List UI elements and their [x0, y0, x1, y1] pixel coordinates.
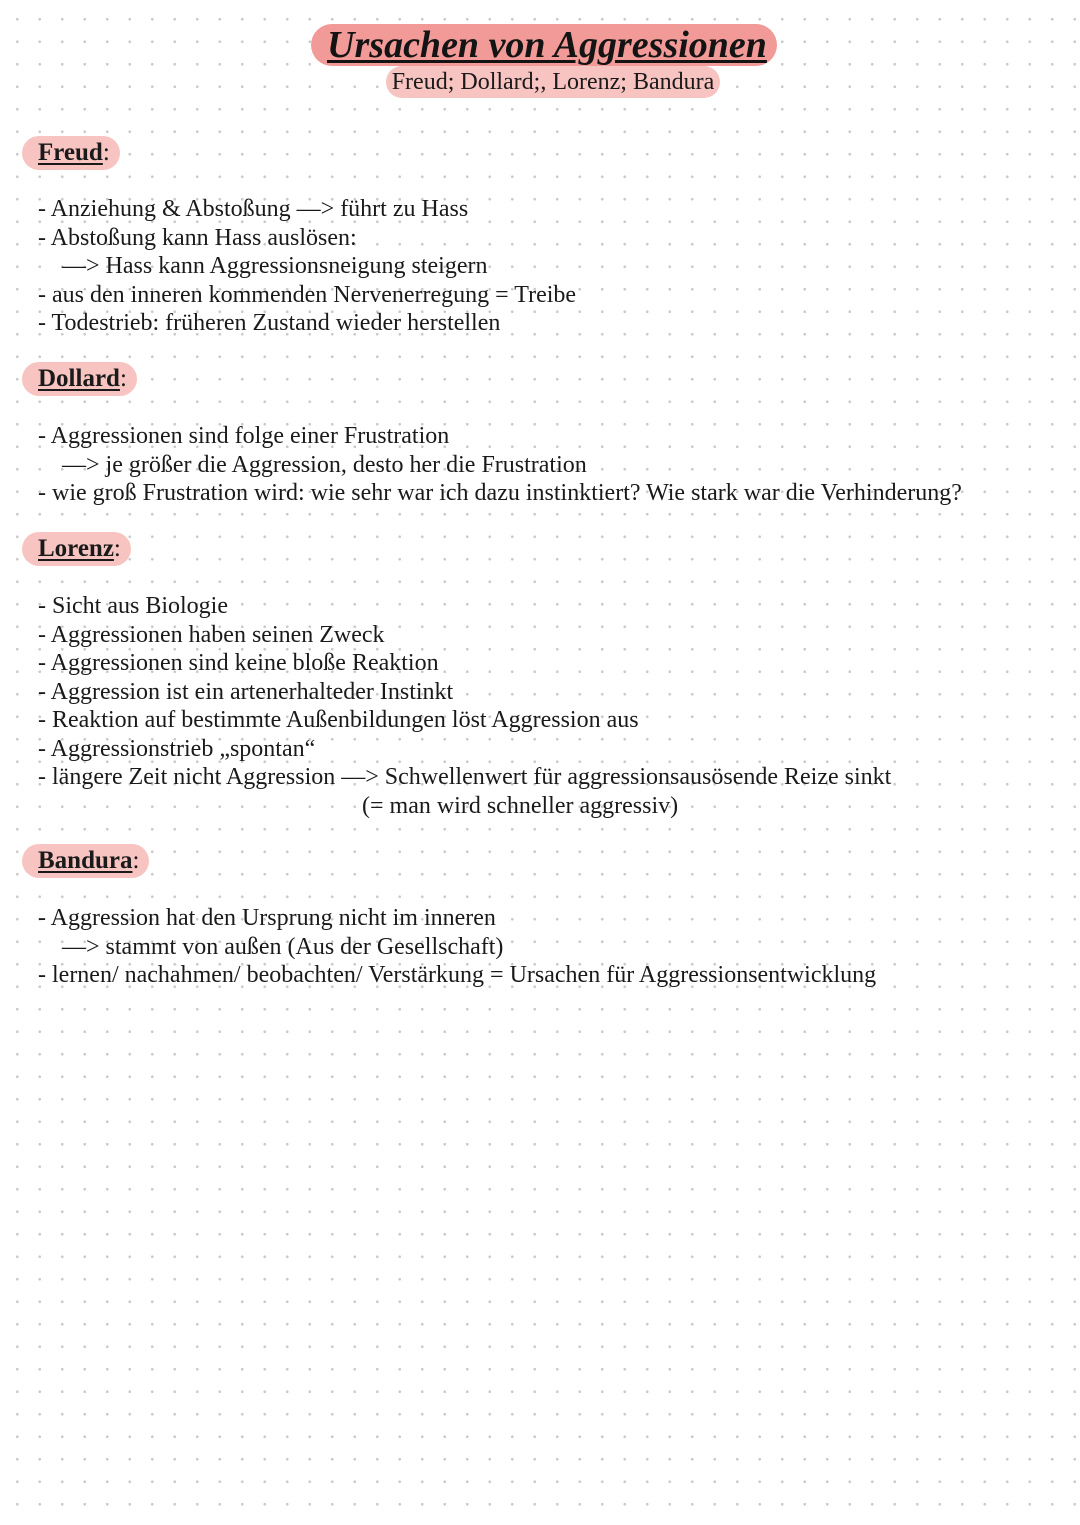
list-item: - Todestrieb: früheren Zustand wieder herstellen: [38, 310, 501, 336]
list-item: —> je größer die Aggression, desto her die Frustration: [38, 451, 587, 478]
section-heading-label: Bandura: [38, 847, 133, 874]
section-heading-label: Freud: [38, 139, 103, 166]
section-heading-label: Lorenz: [38, 535, 114, 562]
list-item: - Aggressionstrieb „spontan“: [38, 735, 316, 762]
section-body-dollard: [38, 422, 962, 508]
section-heading-lorenz: [22, 532, 131, 566]
heading-colon: :: [102, 139, 110, 166]
page-subtitle: Freud; Dollard;, Lorenz; Bandura: [386, 66, 721, 98]
section-body-lorenz: [38, 592, 891, 820]
section-heading-bandura: [22, 844, 149, 878]
list-item: - Aggressionen sind folge einer Frustration: [38, 423, 450, 449]
section-body-bandura: [38, 904, 876, 990]
list-item: - längere Zeit nicht Aggression —> Schwellenwert für aggressionsausösende Reize sinkt: [38, 764, 892, 790]
list-item: - Abstoßung kann Hass auslösen:: [38, 224, 357, 251]
section-body-freud: [38, 195, 576, 338]
list-item: - Sicht aus Biologie: [38, 593, 228, 619]
list-item: - Aggression hat den Ursprung nicht im inneren: [38, 905, 496, 931]
list-item: (= man wird schneller aggressiv): [38, 792, 679, 819]
list-item: - Anziehung & Abstoßung —> führt zu Hass: [38, 196, 469, 222]
section-heading-freud: [22, 136, 120, 170]
page-title: Ursachen von Aggressionen: [311, 24, 777, 66]
section-heading-dollard: [22, 362, 137, 396]
list-item: —> stammt von außen (Aus der Gesellschaft): [38, 933, 504, 960]
section-heading-label: Dollard: [38, 365, 120, 392]
list-item: - aus den inneren kommenden Nervenerregung = Treibe: [38, 281, 577, 308]
list-item: - wie groß Frustration wird: wie sehr war ich dazu instinktiert? Wie stark war die Verhinderung?: [38, 480, 962, 506]
list-item: - lernen/ nachahmen/ beobachten/ Verstärkung = Ursachen für Aggressionsentwicklung: [38, 962, 877, 988]
list-item: - Aggressionen sind keine bloße Reaktion: [38, 650, 439, 676]
heading-colon: :: [113, 535, 121, 562]
list-item: —> Hass kann Aggressionsneigung steigern: [38, 253, 488, 279]
list-item: - Reaktion auf bestimmte Außenbildungen löst Aggression aus: [38, 707, 639, 733]
list-item: - Aggressionen haben seinen Zweck: [38, 621, 385, 648]
list-item: - Aggression ist ein artenerhalteder Instinkt: [38, 678, 454, 705]
heading-colon: :: [119, 365, 127, 392]
heading-colon: :: [132, 847, 140, 874]
